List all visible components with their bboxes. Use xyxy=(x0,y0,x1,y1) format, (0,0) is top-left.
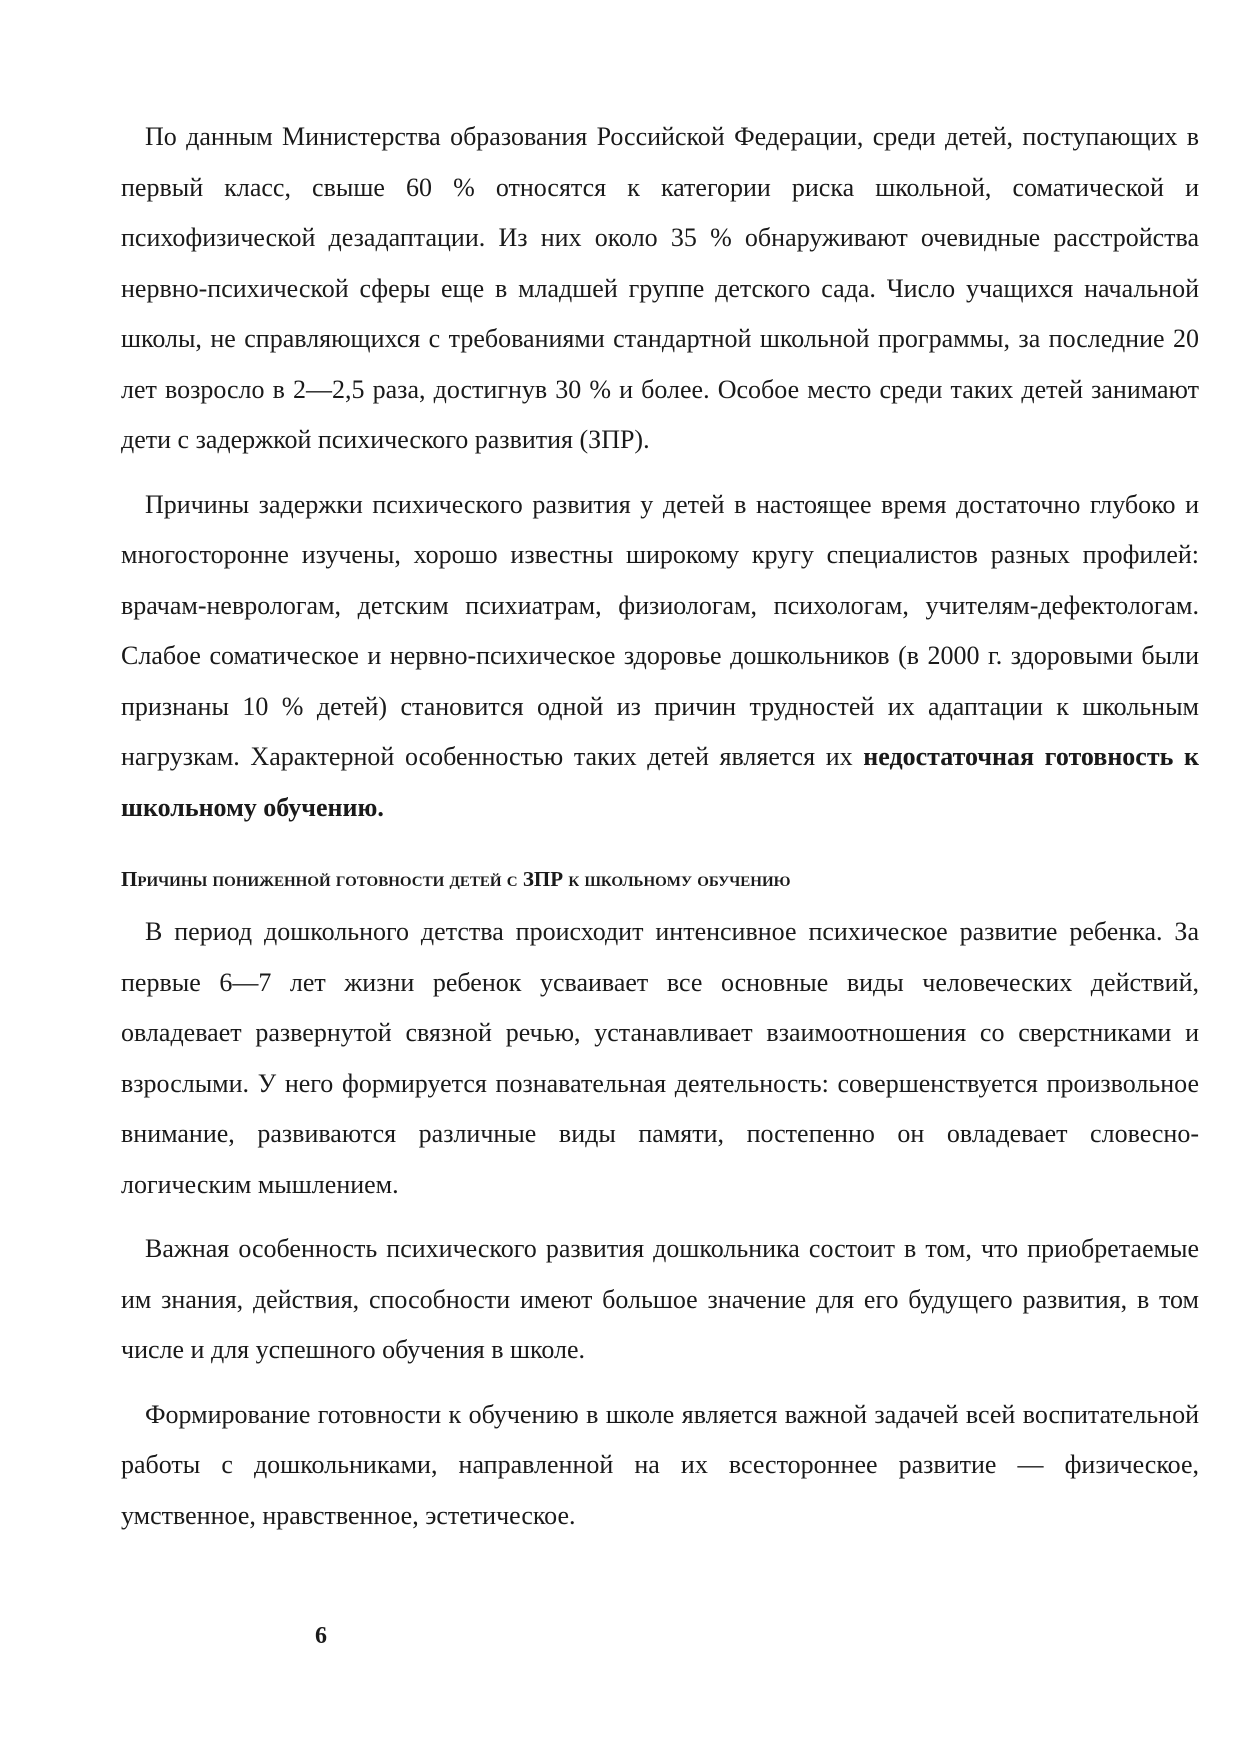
paragraph-development-feature: Важная особенность психического развития дошкольника состоит в том, что приобретаемые им знания, действия, способности имеют большое значение для его будущего развития, в том числе и для успешного обучения в школе. xyxy=(121,1234,1199,1364)
section-heading: Причины пониженной готовности детей с ЗПР к школьному обучению xyxy=(121,867,791,891)
paragraph-zpr-causes xyxy=(121,480,1199,834)
paragraph-zpr-causes-emphasis: недостаточная готовность к школьному обучению. xyxy=(121,742,1199,822)
paragraph-school-readiness: Формирование готовности к обучению в школе является важной задачей всей воспитательной работы с дошкольниками, направленной на их всестороннее развитие — физическое, умственное, нравственное, эстетическое. xyxy=(121,1399,1199,1530)
paragraph-zpr-causes-text: Причины задержки психического развития у детей в настоящее время достаточно глубоко и многосторонне изучены, хорошо известны широкому кругу специалистов разных профилей: врачам-неврологам, детским психиатрам, физиологам, психологам, учителям-дефектологам. Слабое соматическое и нервно-психическое здоровье дошкольников (в 2000 г. здоровыми были признаны 10 % детей) становится одной из причин трудностей их адаптации к школьным нагрузкам. Характерной особенностью таких детей является их xyxy=(121,489,1199,771)
paragraph-preschool-development: В период дошкольного детства происходит интенсивное психическое развитие ребенка. За первые 6—7 лет жизни ребенок усваивает все основные виды человеческих действий, овладевает развернутой связной речью, устанавливает взаимоотношения со сверстниками и взрослыми. У него формируется познавательная деятельность: совершенствуется произвольное внимание, развиваются различные виды памяти, постепенно он овладевает словесно-логическим мышлением. xyxy=(121,917,1199,1199)
page-number: 6 xyxy=(315,1623,327,1649)
page-content xyxy=(121,112,1199,1555)
paragraph-ministry-statistics: По данным Министерства образования Российской Федерации, среди детей, поступающих в первый класс, свыше 60 % относятся к категории риска школьной, соматической и психофизической дезадаптации. Из них около 35 % обнаруживают очевидные расстройства нервно-психической сферы еще в младшей группе детского сада. Число учащихся начальной школы, не справляющихся с требованиями стандартной школьной программы, за последние 20 лет возросло в 2—2,5 раза, достигнув 30 % и более. Особое место среди таких детей занимают дети с задержкой психического развития (ЗПР). xyxy=(121,122,1199,454)
